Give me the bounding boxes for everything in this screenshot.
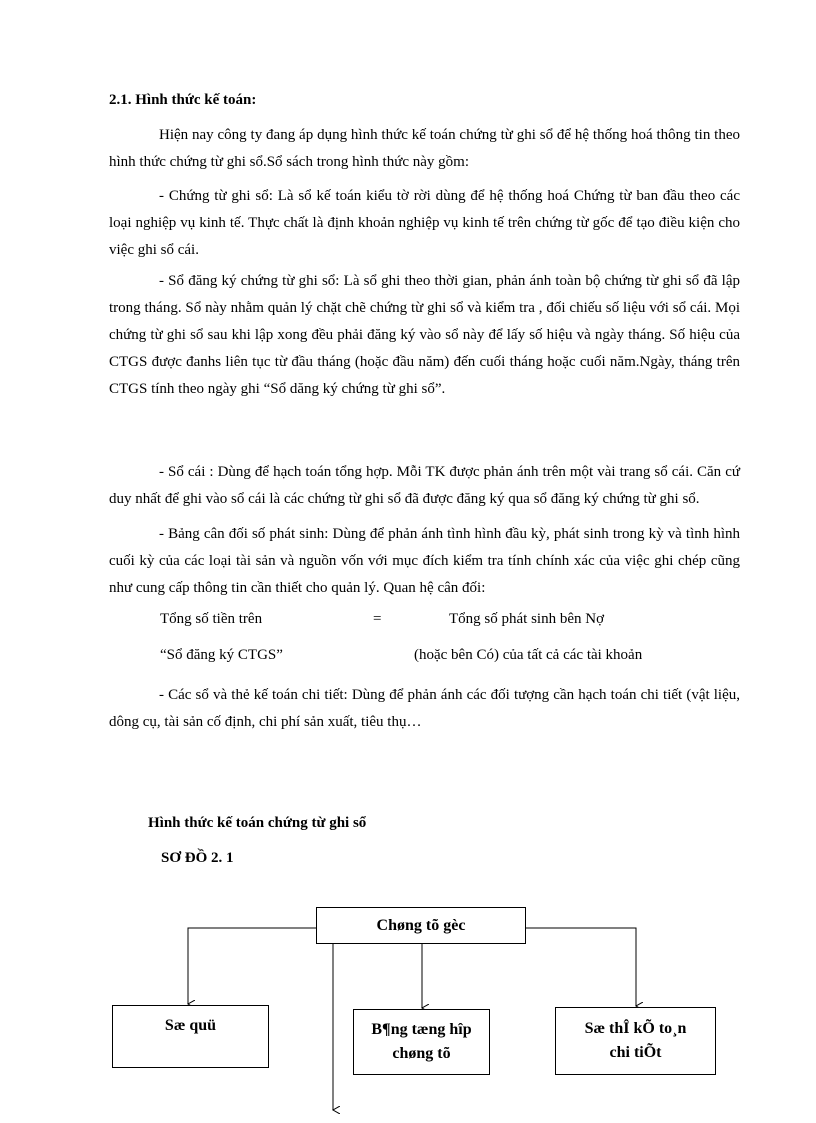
box-source-documents bbox=[316, 907, 526, 944]
equation-right-line1: Tổng số phát sinh bên Nợ bbox=[449, 611, 605, 627]
connector-to-cash-book bbox=[188, 928, 316, 1004]
equation-left-line2: “Sổ đăng ký CTGS” bbox=[160, 647, 283, 663]
box-detail-book bbox=[555, 1007, 716, 1075]
equation-left-line1: Tổng số tiền trên bbox=[160, 611, 263, 627]
box-summary-table-line2: chøng tõ bbox=[392, 1045, 451, 1062]
box-source-documents-label: Chøng tõ gèc bbox=[376, 916, 466, 934]
paragraph-ledger: - Sổ cái : Dùng để hạch toán tổng hợp. Mỗi TK được phản ánh trên một vài trang sổ cái. Căn cứ duy nhất để ghi vào sổ cái là các chứng từ ghi sổ đã được đăng ký qua sổ đăng ký chứng từ ghi sổ. bbox=[109, 464, 740, 507]
paragraph-detail-books: - Các sổ và thẻ kế toán chi tiết: Dùng để phản ánh các đối tượng cần hạch toán chi tiết (vật liệu, dông cụ, tài sản cố định, chi phí sản xuất, tiêu thụ… bbox=[109, 687, 740, 730]
paragraph-voucher: - Chứng từ ghi sổ: Là sổ kế toán kiểu tờ rời dùng để hệ thống hoá Chứng từ ban đầu theo các loại nghiệp vụ kinh tế. Thực chất là định khoản nghiệp vụ kinh tế trên chứng từ gốc để tạo điều kiện cho việc ghi sổ cái. bbox=[109, 188, 740, 258]
box-cash-book-label: Sæ quü bbox=[164, 1017, 217, 1034]
paragraph-register: - Sổ đăng ký chứng từ ghi sổ: Là sổ ghi theo thời gian, phản ánh toàn bộ chứng từ ghi sổ đã lập trong tháng. Sổ này nhằm quản lý chặt chẽ chứng từ ghi sổ và kiểm tra , đối chiếu số liệu với sổ cái. Mọi chứng từ ghi sổ sau khi lập xong đều phải đăng ký vào sổ này để lấy số hiệu và ngày tháng. Số hiệu của CTGS được đanhs liên tục từ đầu tháng (hoặc đầu năm) đến cuối tháng hoặc cuối năm.Ngày, tháng trên CTGS tính theo ngày ghi “Sổ dăng ký chứng từ ghi sổ”. bbox=[109, 273, 740, 397]
section-title: 2.1. Hình thức kế toán: bbox=[109, 92, 257, 108]
box-detail-book-line1: Sæ thÎ kÕ to¸n bbox=[584, 1020, 687, 1037]
diagram-label: SƠ ĐỒ 2. 1 bbox=[161, 850, 234, 866]
box-detail-book-line2: chi tiÕt bbox=[609, 1044, 662, 1061]
paragraph-intro: Hiện nay công ty đang áp dụng hình thức kế toán chứng từ ghi sổ để hệ thống hoá thông tin theo hình thức chứng từ ghi sổ.Sổ sách trong hình thức này gồm: bbox=[109, 127, 740, 170]
equation-right-line2: (hoặc bên Có) của tất cả các tài khoản bbox=[414, 647, 643, 663]
box-summary-table bbox=[353, 1009, 490, 1075]
diagram-title: Hình thức kế toán chứng từ ghi sổ bbox=[148, 815, 367, 831]
box-summary-table-line1: B¶ng tæng hîp bbox=[371, 1021, 472, 1038]
equation-equals: = bbox=[373, 611, 382, 627]
box-cash-book bbox=[112, 1005, 269, 1068]
paragraph-balance: - Bảng cân đối số phát sinh: Dùng để phản ánh tình hình đầu kỳ, phát sinh trong kỳ và tình hình cuối kỳ của các loại tài sản và nguồn vốn với mục đích kiểm tra tính chính xác của việc ghi chép cũng như cung cấp thông tin cần thiết cho quản lý. Quan hệ cân đối: bbox=[109, 526, 740, 596]
connector-to-detail-book bbox=[526, 928, 636, 1006]
